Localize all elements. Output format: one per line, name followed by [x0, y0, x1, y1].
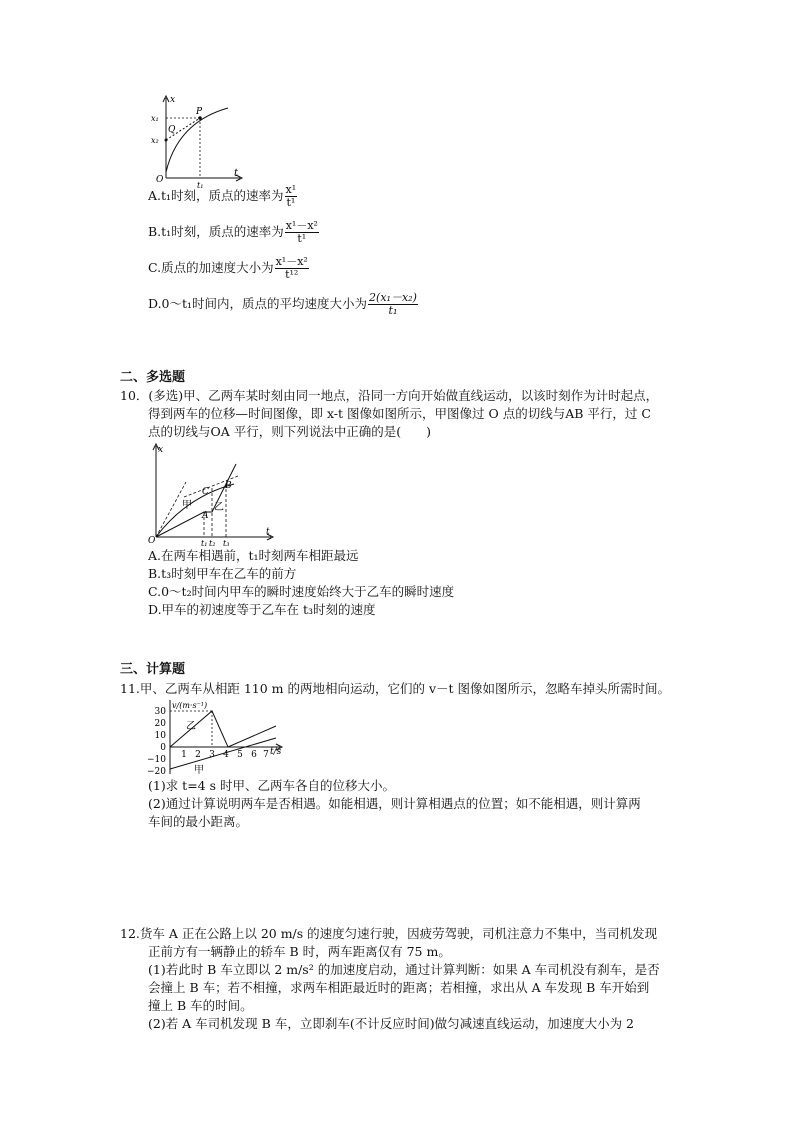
q11-ytick-0: 0	[160, 743, 166, 753]
q10-t-label: t	[266, 527, 270, 537]
q9-option-b: B.t₁时刻，质点的速率为 $\frac{\text{x¹－x²}}{\text{t¹}}$	[148, 219, 318, 245]
q10-yi-label: 乙	[214, 502, 224, 513]
q12-stem-line2: 正前方有一辆静止的轿车 B 时，两车距离仅有 75 m。	[148, 944, 451, 959]
section-title-calculation: 三、计算题	[120, 662, 186, 677]
q10-option-c: C.0～t₂时间内甲车的瞬时速度始终大于乙车的瞬时速度	[148, 584, 455, 599]
q9-x1-label: x₁	[151, 114, 159, 123]
q10-t1-label: t₁	[201, 539, 208, 548]
q10-origin: O	[148, 536, 156, 546]
q9-t1-label: t₁	[197, 181, 204, 190]
q11-part2-line2: 车间的最小距离。	[148, 814, 249, 829]
q9-q-label: Q	[168, 125, 176, 135]
q9-point-x2	[165, 139, 168, 142]
q11-xtick-4: 4	[223, 750, 229, 760]
q11-y-label: v/(m·s⁻¹)	[172, 701, 208, 710]
q11-stem: 11.甲、乙两车从相距 110 m 的两地相向运动，它们的 v－t 图像如图所示，忽略车掉头所需时间。	[120, 681, 671, 696]
q12-part1-line2: 会撞上 B 车；若不相撞，求两车相距最近时的距离；若相撞，求出从 A 车发现 B 车开始到	[148, 980, 650, 995]
q9-t-label: t	[234, 168, 239, 179]
q9-p-label: P	[196, 107, 203, 117]
q11-xtick-1: 1	[181, 750, 187, 760]
q11-xtick-7: 7	[263, 750, 269, 760]
q12-part2-line1: (2)若 A 车司机发现 B 车，立即刹车(不计反应时间)做匀减速直线运动，加速度大小为 2	[148, 1016, 634, 1031]
q11-ytick-10: 10	[154, 731, 166, 741]
q11-xtick-6: 6	[251, 750, 257, 760]
q10-option-a: A.在两车相遇前，t₁时刻两车相距最远	[148, 548, 359, 563]
q11-yi-label: 乙	[186, 721, 196, 732]
q12-part1-line1: (1)若此时 B 车立即以 2 m/s² 的加速度启动，通过计算判断：如果 A 车司机没有刹车，是否	[148, 962, 660, 977]
q9-x-label: x	[170, 95, 176, 105]
q11-xtick-2: 2	[195, 750, 201, 760]
q9-option-d: D.0～t₁时间内，质点的平均速度大小为 $\frac{\text{2(x₁－x₂)}}{\text{t₁}}$	[148, 291, 417, 317]
section-title-multi-choice: 二、多选题	[120, 370, 186, 385]
q11-ytick-30: 30	[154, 707, 166, 717]
q11-xtick-5: 5	[237, 750, 243, 760]
q11-ytick-20: 20	[154, 719, 166, 729]
q9-curve	[166, 108, 228, 172]
q11-t-label: t/s	[270, 747, 282, 757]
q10-stem-line1: 10．(多选)甲、乙两车某时刻由同一地点，沿同一方向开始做直线运动，以该时刻作为计时起点，	[120, 388, 659, 403]
q11-part1: (1)求 t=4 s 时甲、乙两车各自的位移大小。	[148, 778, 395, 793]
q10-option-b: B.t₃时刻甲车在乙车的前方	[148, 566, 297, 581]
q12-stem-line1: 12.货车 A 正在公路上以 20 m/s 的速度匀速行驶，因疲劳驾驶，司机注意力不集中，当司机发现	[120, 926, 658, 941]
q9-origin: O	[156, 175, 164, 185]
q11-ytick-neg10: −10	[147, 755, 166, 765]
q12-part1-line3: 撞上 B 车的时间。	[148, 998, 253, 1013]
q11-vt-graph	[146, 698, 286, 776]
q9-c-fraction: $\frac{\text{x¹－x²}}{\text{t¹²}}$	[275, 255, 308, 281]
q10-point-a: A	[202, 511, 209, 521]
q9-x2-label: x₂	[151, 136, 159, 145]
q10-point-c: C	[202, 487, 209, 497]
q9-option-c: C.质点的加速度大小为 $\frac{\text{x¹－x²}}{\text{t¹²}}$	[148, 255, 308, 281]
q10-option-d: D.甲车的初速度等于乙车在 t₃时刻的速度	[148, 602, 376, 617]
q9-a-fraction: $\frac{\text{x¹}}{\text{t¹}}$	[285, 183, 297, 209]
q10-t3-label: t₃	[223, 539, 230, 548]
q9-d-fraction: $\frac{\text{2(x₁－x₂)}}{\text{t₁}}$	[369, 291, 417, 317]
q11-part2-line1: (2)通过计算说明两车是否相遇。如能相遇，则计算相遇点的位置；如不能相遇，则计算两	[148, 796, 641, 811]
q11-xtick-3: 3	[209, 750, 215, 760]
q9-option-a: A.t₁时刻，质点的速率为 $\frac{\text{x¹}}{\text{t¹}}$	[148, 183, 297, 209]
q10-xt-graph	[146, 442, 276, 548]
q10-stem-line3: 点的切线与OA 平行，则下列说法中正确的是( )	[148, 424, 432, 439]
q11-ytick-neg20: −20	[147, 767, 166, 777]
q10-stem-line2: 得到两车的位移—时间图像，即 x-t 图像如图所示，甲图像过 O 点的切线与AB 平行，过 C	[148, 406, 651, 421]
q11-jia-label: 甲	[194, 765, 204, 776]
q10-x-label: x	[158, 445, 164, 455]
q9-b-fraction: $\frac{\text{x¹－x²}}{\text{t¹}}$	[285, 219, 318, 245]
q9-xt-graph	[148, 92, 248, 190]
q10-point-b: B	[225, 481, 232, 491]
q10-t2-label: t₂	[209, 539, 216, 548]
q10-jia-label: 甲	[182, 500, 192, 511]
